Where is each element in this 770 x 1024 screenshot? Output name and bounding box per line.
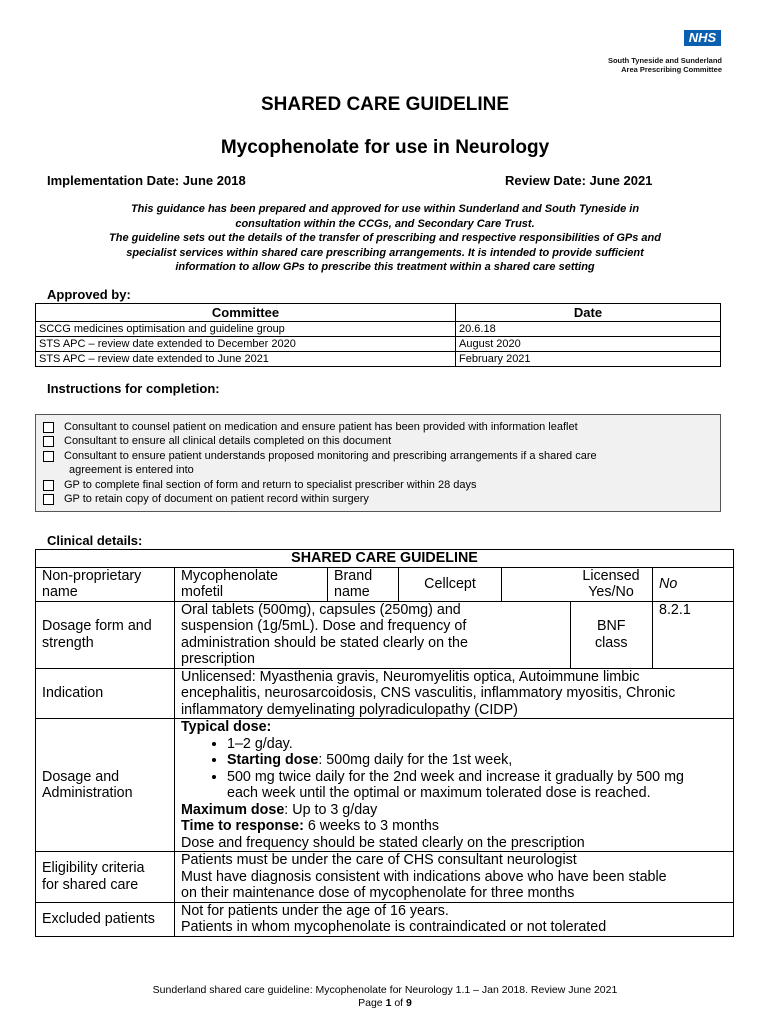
label-line: BNF (596, 618, 626, 634)
bullet-text: 500 mg twice daily for the 2nd week and increase it gradually by 500 mg (227, 768, 684, 785)
page-of: of (391, 997, 407, 1009)
value-line: Mycophenolate (181, 567, 278, 584)
value-line: Must have diagnosis consistent with indications above who have been stable (181, 868, 667, 885)
approved-heading: Approved by: (47, 287, 131, 302)
value-line: Patients in whom mycophenolate is contraindicated or not tolerated (181, 919, 607, 935)
instruction-item (36, 449, 720, 463)
value-line: mofetil (181, 584, 224, 600)
label-line: name (334, 584, 370, 600)
time-to-response (181, 818, 727, 835)
instruction-continuation (36, 463, 720, 477)
max-dose-bold: Maximum dose (181, 801, 285, 818)
label-line: Brand (334, 567, 373, 584)
licensed-value: No (653, 567, 734, 601)
label-line: strength (42, 634, 94, 651)
np-name-value (175, 567, 328, 601)
value-line: Oral tablets (500mg), capsules (250mg) and (181, 601, 461, 618)
instruction-text: Consultant to ensure patient understands proposed monitoring and prescribing arrangements if a shared care (64, 449, 597, 462)
dose-bullet (227, 752, 727, 769)
licensed-label (570, 567, 653, 601)
clinical-table (35, 549, 734, 937)
instruction-text: agreement is entered into (69, 464, 194, 477)
footer (0, 984, 770, 1010)
instruction-item (36, 492, 720, 506)
table-row (36, 352, 721, 367)
spacer-cell (502, 567, 571, 601)
instruction-text: Consultant to counsel patient on medication and ensure patient has been provided with information leaflet (64, 421, 578, 433)
bullet-bold: Starting dose (227, 752, 319, 768)
page-number (0, 997, 770, 1010)
label-line: Non-proprietary (42, 567, 142, 584)
label-line: for shared care (42, 876, 139, 893)
label-line: Dosage form and (42, 618, 152, 634)
time-resp-text: 6 weeks to 3 months (303, 818, 439, 834)
checkbox[interactable] (43, 480, 54, 491)
dosage-label (36, 719, 175, 852)
date-cell: August 2020 (456, 337, 721, 352)
committee-cell: STS APC – review date extended to December 2020 (36, 337, 456, 352)
dosage-value (175, 719, 734, 852)
bullet-text: : 500mg daily for the 1st week, (318, 752, 513, 768)
bullet-text: each week until the optimal or maximum tolerated dose is reached. (227, 785, 651, 801)
dose-list (181, 736, 727, 802)
checkbox[interactable] (43, 494, 54, 505)
value-line: prescription (181, 651, 255, 667)
value-line: suspension (1g/5mL). Dose and frequency of (181, 618, 467, 634)
review-date: Review Date: June 2021 (505, 173, 653, 188)
instruction-item (36, 478, 720, 492)
indication-label: Indication (36, 668, 175, 719)
brand-value: Cellcept (399, 567, 502, 601)
value-line: inflammatory demyelinating polyradiculopathy (CIDP) (181, 701, 518, 718)
dose-bullet (227, 769, 727, 802)
instructions-box (35, 414, 721, 512)
col-committee: Committee (36, 304, 456, 322)
checkbox[interactable] (43, 436, 54, 447)
table-row (36, 322, 721, 337)
excluded-label: Excluded patients (36, 902, 175, 936)
label-line: class (594, 634, 628, 651)
bnf-label (570, 601, 653, 668)
value-line: Unlicensed: Myasthenia gravis, Neuromyelitis optica, Autoimmune limbic (181, 668, 640, 685)
page-subtitle: Mycophenolate for use in Neurology (220, 137, 550, 158)
label-line: Administration (42, 785, 133, 801)
label-line: Eligibility criteria (42, 860, 145, 877)
dose-bullet (227, 736, 727, 753)
dosage-form-label (36, 601, 175, 668)
checkbox[interactable] (43, 451, 54, 462)
org-line-2: Area Prescribing Committee (621, 65, 722, 74)
checkbox[interactable] (43, 422, 54, 433)
col-date: Date (456, 304, 721, 322)
page-current: 1 (385, 997, 392, 1009)
intro-line: information to allow GPs to prescribe this treatment within a shared care setting (175, 261, 595, 273)
value-line: administration should be stated clearly on the (181, 634, 468, 651)
nhs-logo: NHS (684, 30, 721, 46)
implementation-date: Implementation Date: June 2018 (47, 173, 246, 188)
intro-line: This guidance has been prepared and approved for use within Sunderland and South Tyneside in (130, 203, 640, 215)
intro-line: specialist services within shared care prescribing arrangements. It is intended to provide sufficient (126, 246, 644, 259)
brand-label (328, 567, 399, 601)
value-line: Not for patients under the age of 16 years. (181, 902, 449, 919)
intro-line: The guideline sets out the details of the transfer of prescribing and respective responsibilities of GPs and (109, 232, 661, 244)
value-line: encephalitis, neurosarcoidosis, CNS vasculitis, inflammatory myositis, Chronic (181, 685, 676, 701)
intro-line: consultation within the CCGs, and Secondary Care Trust. (235, 217, 535, 230)
table-row (36, 337, 721, 352)
eligibility-value (175, 852, 734, 903)
committee-cell: STS APC – review date extended to June 2021 (36, 352, 456, 367)
instruction-text: Consultant to ensure all clinical details completed on this document (64, 435, 392, 448)
max-dose-text: : Up to 3 g/day (284, 801, 378, 818)
approved-table (35, 303, 721, 367)
eligibility-label (36, 852, 175, 903)
np-name-label (36, 567, 175, 601)
instructions-heading: Instructions for completion: (47, 381, 220, 396)
org-name (608, 56, 722, 74)
max-dose (181, 802, 727, 819)
value-line: Patients must be under the care of CHS consultant neurologist (181, 852, 577, 868)
date-cell: February 2021 (456, 352, 721, 367)
intro-text (35, 202, 735, 275)
page-total: 9 (406, 997, 412, 1009)
org-line-1: South Tyneside and Sunderland (607, 56, 722, 65)
instruction-text: GP to retain copy of document on patient record within surgery (64, 493, 369, 506)
label-line: Yes/No (588, 584, 634, 600)
value-line: on their maintenance dose of mycophenolate for three months (181, 885, 575, 901)
page-prefix: Page (358, 997, 386, 1009)
time-resp-bold: Time to response: (181, 818, 304, 834)
date-cell: 20.6.18 (456, 322, 721, 337)
excluded-value (175, 902, 734, 936)
label-line: Dosage and (42, 768, 120, 785)
label-line: Licensed (582, 567, 640, 584)
clinical-table-title: SHARED CARE GUIDELINE (36, 550, 734, 568)
instruction-text: GP to complete final section of form and return to specialist prescriber within 28 days (64, 478, 477, 491)
instruction-item (36, 420, 720, 434)
footer-line: Sunderland shared care guideline: Mycophenolate for Neurology 1.1 – Jan 2018. Review June 2021 (152, 984, 618, 996)
label-line: name (42, 584, 78, 600)
dosage-form-value (175, 601, 571, 668)
dose-frequency-note: Dose and frequency should be stated clearly on the prescription (181, 834, 585, 851)
indication-value (175, 668, 734, 719)
clinical-heading: Clinical details: (47, 533, 143, 548)
typical-dose-heading: Typical dose: (181, 719, 272, 735)
bnf-value: 8.2.1 (653, 601, 734, 668)
page-title: SHARED CARE GUIDELINE (260, 94, 510, 115)
committee-cell: SCCG medicines optimisation and guideline group (36, 322, 456, 337)
bullet-text: 1–2 g/day. (227, 735, 293, 752)
instruction-item (36, 434, 720, 448)
